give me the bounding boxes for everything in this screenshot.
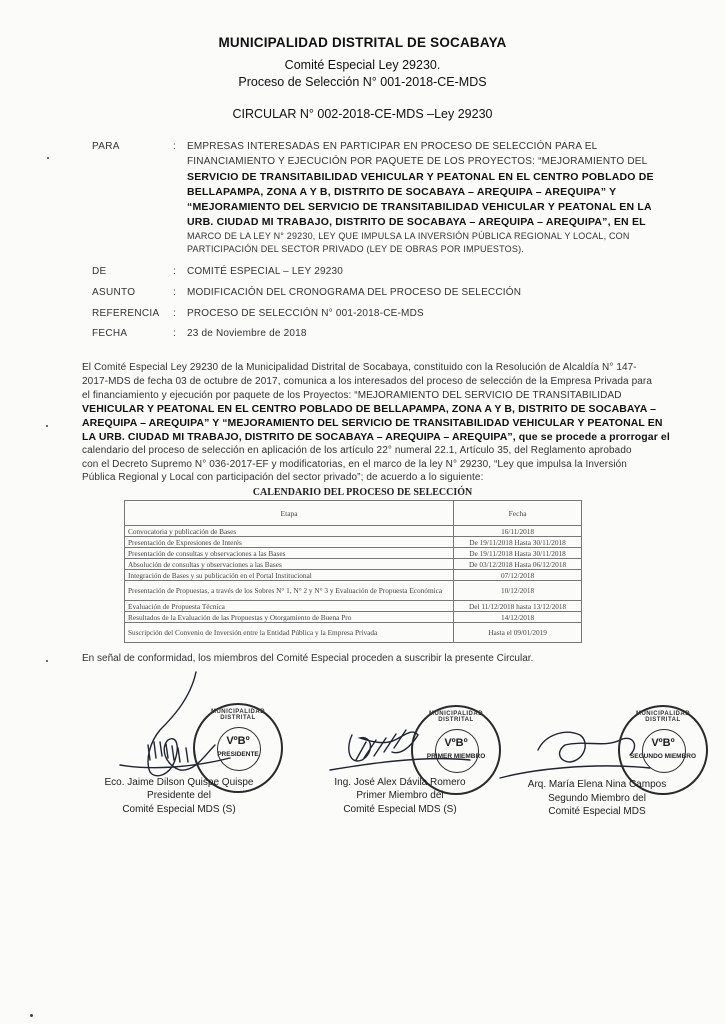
- colon: :: [173, 287, 176, 298]
- body-line: Pública Regional y Local con participación del sector privado”; de acuerdo a lo siguiente:: [82, 472, 484, 483]
- para-line: “MEJORAMIENTO DEL SERVICIO DE TRANSITABILIDAD VEHICULAR Y PEATONAL EN LA: [187, 201, 652, 213]
- fecha-value: 23 de Noviembre de 2018: [187, 328, 307, 339]
- para-line: SERVICIO DE TRANSITABILIDAD VEHICULAR Y PEATONAL EN EL CENTRO POBLADO DE: [187, 171, 654, 183]
- stamp-role: PRESIDENTE: [217, 751, 259, 758]
- etapa-cell: Presentación de Propuestas, a través de los Sobres N° 1, N° 2 y N° 3 y Evaluación de Propuesta Económica: [125, 581, 454, 601]
- para-label: PARA: [92, 141, 120, 152]
- signer-role: Presidente del: [147, 790, 211, 801]
- referencia-label: REFERENCIA: [92, 308, 160, 319]
- para-line: MARCO DE LA LEY N° 29230, LEY QUE IMPULSA LA INVERSIÓN PÚBLICA REGIONAL Y LOCAL, CON: [187, 231, 630, 241]
- closing-text: En señal de conformidad, los miembros del Comité Especial proceden a suscribir la presente Circular.: [82, 653, 534, 664]
- stamp-vb: VºBº: [444, 737, 468, 749]
- fecha-cell: 10/12/2018: [454, 581, 582, 601]
- fecha-cell: De 03/12/2018 Hasta 06/12/2018: [454, 559, 582, 570]
- stamp-ring-text: MUNICIPALIDAD DISTRITAL: [210, 709, 266, 721]
- stamp-ring-text: MUNICIPALIDAD DISTRITAL: [428, 711, 484, 723]
- stamp-role: SEGUNDO MIEMBRO: [629, 753, 697, 760]
- referencia-value: PROCESO DE SELECCIÓN N° 001-2018-CE-MDS: [187, 308, 424, 319]
- colon: :: [173, 141, 176, 152]
- de-value: COMITÉ ESPECIAL – LEY 29230: [187, 266, 344, 277]
- stamp-inner-circle: [435, 729, 479, 773]
- asunto-value: MODIFICACIÓN DEL CRONOGRAMA DEL PROCESO DE SELECCIÓN: [187, 287, 522, 298]
- committee-title: Comité Especial Ley 29230.: [284, 58, 441, 72]
- fecha-cell: De 19/11/2018 Hasta 30/11/2018: [454, 537, 582, 548]
- signature-scribble: [356, 730, 406, 760]
- body-line: AREQUIPA – AREQUIPA” Y “MEJORAMIENTO DEL SERVICIO DE TRANSITABILIDAD VEHICULAR Y PEATONAL EN: [82, 417, 663, 429]
- fecha-cell: 16/11/2018: [454, 526, 582, 537]
- etapa-cell: Absolución de consultas y observaciones a las Bases: [125, 559, 454, 570]
- para-line: EMPRESAS INTERESADAS EN PARTICIPAR EN PROCESO DE SELECCIÓN PARA EL: [187, 141, 598, 152]
- municipality-title: MUNICIPALIDAD DISTRITAL DE SOCABAYA: [218, 35, 507, 50]
- body-line: El Comité Especial Ley 29230 de la Municipalidad Distrital de Socabaya, constituido con la Resolución de Alcaldía N° 147-: [82, 362, 637, 373]
- etapa-cell: Suscripción del Convenio de Inversión entre la Entidad Pública y la Empresa Privada: [125, 623, 454, 643]
- fecha-cell: 07/12/2018: [454, 570, 582, 581]
- signer-name: Eco. Jaime Dilson Quispe Quispe: [104, 777, 254, 788]
- calendar-header-etapa: Etapa: [125, 501, 454, 526]
- body-line: VEHICULAR Y PEATONAL EN EL CENTRO POBLADO DE BELLAPAMPA, ZONA A Y B, DISTRITO DE SOCABAYA –: [82, 403, 657, 415]
- para-line: BELLAPAMPA, ZONA A Y B, DISTRITO DE SOCABAYA – AREQUIPA – AREQUIPA” Y: [187, 186, 617, 198]
- fecha-cell: 14/12/2018: [454, 612, 582, 623]
- etapa-cell: Resultados de la Evaluación de las Propuestas y Otorgamiento de Buena Pro: [125, 612, 454, 623]
- signer-role: Comité Especial MDS (S): [122, 804, 236, 815]
- signer-name: Arq. María Elena Nina Campos: [527, 779, 667, 790]
- de-label: DE: [92, 266, 107, 277]
- colon: :: [173, 328, 176, 339]
- stamp-inner-circle: [217, 727, 261, 771]
- signature-scribble: [349, 732, 418, 761]
- process-title: Proceso de Selección N° 001-2018-CE-MDS: [238, 75, 487, 89]
- etapa-cell: Presentación de consultas y observaciones a las Bases: [125, 548, 454, 559]
- signer-role: Segundo Miembro del: [548, 793, 646, 804]
- etapa-cell: Convocatoria y publicación de Bases: [125, 526, 454, 537]
- body-line: calendario del proceso de selección en aplicación de los artículo 22° numeral 22.1, Artículo 35, del Reglamento aprobado: [82, 445, 632, 456]
- etapa-cell: Evaluación de Propuesta Técnica: [125, 601, 454, 612]
- etapa-cell: Presentación de Expresiones de Interés: [125, 537, 454, 548]
- fecha-cell: De 19/11/2018 Hasta 30/11/2018: [454, 548, 582, 559]
- calendar-header-fecha: Fecha: [454, 501, 582, 526]
- fecha-cell: Hasta el 09/01/2019: [454, 623, 582, 643]
- body-line: con el Decreto Supremo N° 036-2017-EF y modificatorias, en el marco de la ley N° 29230, “Ley que impulsa la Inversión: [82, 459, 627, 470]
- para-line: PARTICIPACIÓN DEL SECTOR PRIVADO (LEY DE OBRAS POR IMPUESTOS).: [187, 244, 524, 254]
- signer-role: Primer Miembro del: [356, 790, 444, 801]
- calendar-title: CALENDARIO DEL PROCESO DE SELECCIÓN: [252, 487, 473, 498]
- fecha-label: FECHA: [92, 328, 128, 339]
- stamp-ring-text: MUNICIPALIDAD DISTRITAL: [635, 711, 691, 723]
- signer-role: Comité Especial MDS: [548, 806, 646, 817]
- etapa-cell: Integración de Bases y su publicación en el Portal Institucional: [125, 570, 454, 581]
- body-line: 2017-MDS de fecha 03 de octubre de 2017, comunica a los interesados del proceso de selección de la Empresa Privada para: [82, 376, 653, 387]
- signer-name: Ing. José Alex Dávila Romero: [334, 777, 466, 788]
- body-line: el financiamiento y ejecución por paquete de los Proyectos: “MEJORAMIENTO DEL SERVICIO DE TRANSITABILIDAD: [82, 390, 622, 401]
- signature-scribble: [148, 742, 196, 762]
- stamp-inner-circle: [642, 729, 686, 773]
- stamp-vb: VºBº: [226, 735, 250, 747]
- circular-title: CIRCULAR N° 002-2018-CE-MDS –Ley 29230: [232, 107, 493, 121]
- colon: :: [173, 308, 176, 319]
- colon: :: [173, 266, 176, 277]
- fecha-cell: Del 11/12/2018 hasta 13/12/2018: [454, 601, 582, 612]
- asunto-label: ASUNTO: [92, 287, 136, 298]
- para-line: URB. CIUDAD MI TRABAJO, DISTRITO DE SOCABAYA – AREQUIPA – AREQUIPA”, EN EL: [187, 216, 646, 228]
- body-line: LA URB. CIUDAD MI TRABAJO, DISTRITO DE SOCABAYA – AREQUIPA – AREQUIPA”, que se procede a prorrogar el: [82, 431, 670, 443]
- para-line: FINANCIAMIENTO Y EJECUCIÓN POR PAQUETE DE LOS PROYECTOS: “MEJORAMIENTO DEL: [187, 156, 648, 167]
- signer-role: Comité Especial MDS (S): [343, 804, 457, 815]
- stamp-vb: VºBº: [651, 737, 675, 749]
- stamp-role: PRIMER MIEMBRO: [426, 753, 486, 760]
